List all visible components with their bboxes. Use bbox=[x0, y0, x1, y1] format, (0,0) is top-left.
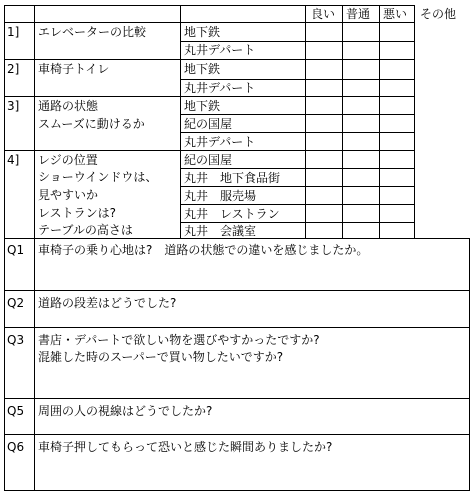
grid-line bbox=[4, 59, 414, 60]
column-header-normal: 普通 bbox=[346, 7, 371, 21]
grid-line bbox=[305, 5, 306, 238]
question-id: Q5 bbox=[7, 404, 25, 418]
place-label: 丸井 地下食品街 bbox=[184, 171, 281, 185]
grid-line bbox=[4, 22, 414, 23]
question-text: 車椅子の乗り心地は? 道路の状態での違いを感じましたか。 bbox=[38, 243, 369, 257]
grid-line bbox=[4, 5, 414, 6]
section-topic: エレベーターの比較 bbox=[38, 25, 147, 39]
question-text: 混雑した時のスーパーで買い物したいですか? bbox=[38, 350, 284, 364]
place-label: 丸井デパート bbox=[184, 135, 256, 149]
place-label: 丸井デパート bbox=[184, 43, 256, 57]
grid-line bbox=[4, 398, 469, 399]
question-id: Q3 bbox=[7, 333, 25, 347]
grid-line bbox=[414, 5, 415, 238]
grid-line bbox=[4, 290, 469, 291]
section-topic: 通路の状態 bbox=[38, 99, 99, 113]
grid-line bbox=[180, 5, 181, 238]
question-text: 車椅子押してもらって恐いと感じた瞬間ありましたか? bbox=[38, 440, 333, 454]
section-number: 4] bbox=[7, 153, 20, 167]
place-label: 紀の国屋 bbox=[184, 153, 233, 167]
column-header-other: その他 bbox=[420, 7, 457, 21]
place-label: 地下鉄 bbox=[184, 99, 221, 113]
place-label: 丸井 服売場 bbox=[184, 189, 257, 203]
section-topic: レジの位置 bbox=[38, 153, 98, 167]
section-topic: ショーウインドウは、 bbox=[38, 170, 158, 184]
place-label: 地下鉄 bbox=[184, 62, 221, 76]
grid-line bbox=[4, 5, 5, 491]
question-id: Q6 bbox=[7, 440, 25, 454]
section-topic: 車椅子トイレ bbox=[38, 62, 110, 76]
place-label: 丸井デパート bbox=[184, 81, 256, 95]
section-number: 3] bbox=[7, 99, 20, 113]
grid-line bbox=[469, 238, 470, 491]
section-topic: スムーズに動けるか bbox=[38, 117, 145, 131]
place-label: 紀の国屋 bbox=[184, 117, 233, 131]
place-label: 丸井 会議室 bbox=[184, 224, 257, 238]
grid-line bbox=[342, 5, 343, 238]
grid-line bbox=[379, 5, 380, 238]
place-label: 地下鉄 bbox=[184, 25, 221, 39]
section-number: 1] bbox=[7, 25, 20, 39]
question-id: Q2 bbox=[7, 296, 25, 310]
grid-line bbox=[4, 490, 469, 491]
grid-line bbox=[4, 150, 414, 151]
grid-line bbox=[4, 96, 414, 97]
question-text: 周囲の人の視線はどうでしたか? bbox=[38, 404, 213, 418]
grid-line bbox=[4, 327, 469, 328]
question-text: 道路の段差はどうでした? bbox=[38, 296, 177, 310]
place-label: 丸井 レストラン bbox=[184, 207, 280, 221]
column-header-good: 良い bbox=[311, 7, 336, 21]
grid-line bbox=[4, 238, 469, 239]
section-topic: テーブルの高さは bbox=[38, 223, 133, 237]
column-header-bad: 悪い bbox=[383, 7, 408, 21]
grid-line bbox=[34, 5, 35, 491]
question-text: 書店・デパートで欲しい物を選びやすかったですか? bbox=[38, 333, 320, 347]
section-topic: 見やすいか bbox=[38, 188, 99, 202]
section-topic: レストランは? bbox=[38, 206, 117, 220]
question-id: Q1 bbox=[7, 243, 25, 257]
section-number: 2] bbox=[7, 62, 20, 76]
grid-line bbox=[4, 434, 469, 435]
